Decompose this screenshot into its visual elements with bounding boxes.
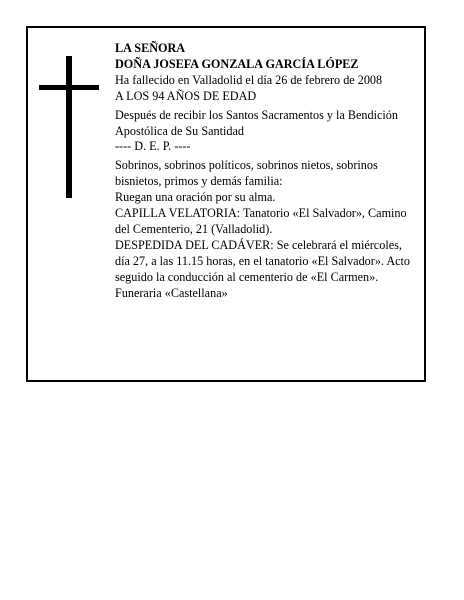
prayer-line: Ruegan una oración por su alma. xyxy=(115,190,276,205)
cross-icon xyxy=(66,56,72,198)
obituary-text xyxy=(115,41,415,302)
age-line: A LOS 94 AÑOS DE EDAD xyxy=(115,88,257,103)
family-line: Sobrinos, sobrinos políticos, sobrinos nietos, sobrinos bisnietos, primos y demás familia: xyxy=(115,158,378,189)
sacraments-line: Después de recibir los Santos Sacramentos y la Bendición Apostólica de Su Santidad xyxy=(115,107,398,138)
funeral-home-line: Funeraria «Castellana» xyxy=(115,285,228,300)
chapel-line: CAPILLA VELATORIA: Tanatorio «El Salvador», Camino del Cementerio, 21 (Valladolid). xyxy=(115,206,407,236)
rip-line: ---- D. E. P. ---- xyxy=(115,139,191,154)
notice-title: LA SEÑORA xyxy=(115,41,186,55)
farewell-line: DESPEDIDA DEL CADÁVER: Se celebrará el miércoles, día 27, a las 11.15 horas, en el tanatorio «El Salvador». Acto seguido la conducción al cementerio de «El Carmen». xyxy=(115,237,411,284)
death-line: Ha fallecido en Valladolid el día 26 de febrero de 2008 xyxy=(115,72,383,87)
deceased-name: DOÑA JOSEFA GONZALA GARCÍA LÓPEZ xyxy=(115,56,359,71)
obituary-notice xyxy=(26,26,426,382)
cross-crossbar xyxy=(39,85,99,90)
